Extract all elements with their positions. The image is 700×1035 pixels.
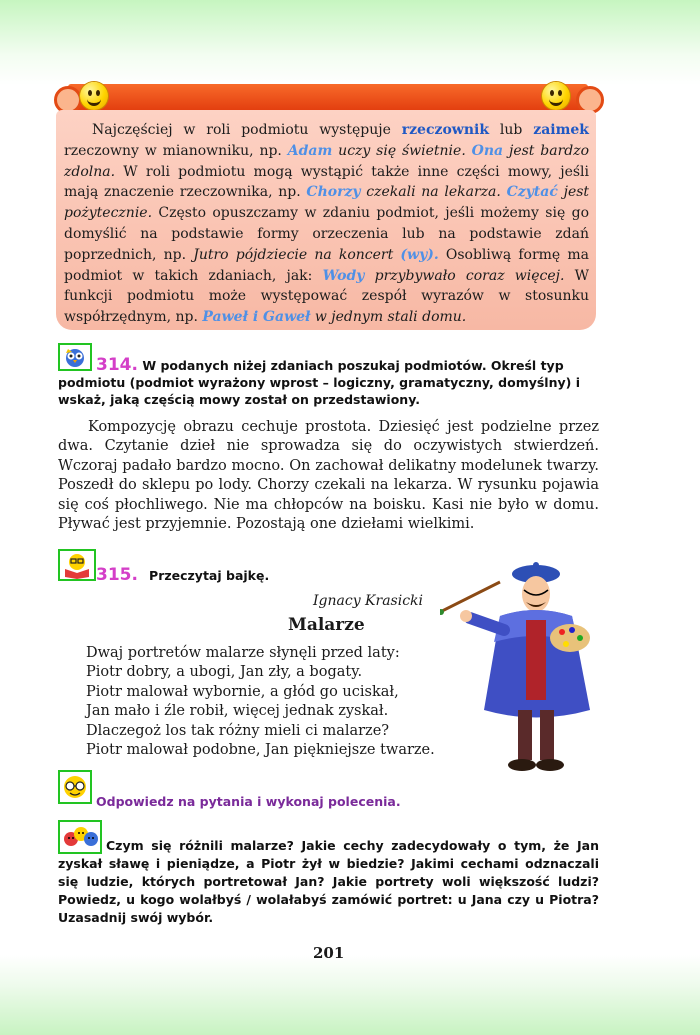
- smiley-icon: [80, 82, 108, 110]
- glasses-icon: [58, 770, 92, 804]
- poem-line: Piotr malował wybornie, a głód go uciskał,: [86, 683, 399, 700]
- questions: Czym się różnili malarze? Jakie cechy zadecydowały o tym, że Jan zyskał sławę i pieniądze, a Piotr żył w biedzie? Jakimi cechami odznaczali się ludzie, których portretował Jan? Jakie portrety woli większość ludzi? Powiedz, u kogo wolałbyś / wolałabyś zamówić portret: u Jana czy u Piotra? Uzasadnij swój wybór.: [58, 838, 599, 925]
- poem-line: Dwaj portretów malarze słynęli przed laty:: [86, 645, 400, 661]
- smiley-icon: [542, 82, 570, 110]
- poem-author: Ignacy Krasicki: [313, 593, 424, 609]
- exercise-314-number: 314.: [96, 355, 138, 375]
- poem-line: Piotr malował podobne, Jan piękniejsze twarze.: [86, 742, 435, 759]
- poem-line: Piotr dobry, a ubogi, Jan zły, a bogaty.: [86, 664, 363, 681]
- exercise-315-task: Przeczytaj bajkę.: [149, 568, 270, 583]
- page-number: 201: [313, 944, 345, 962]
- poem-title: Malarze: [288, 615, 365, 635]
- answer-task: Odpowiedz na pytania i wykonaj polecenia.: [96, 794, 401, 809]
- exercise-315-number: 315.: [96, 565, 138, 585]
- painter-illustration: [440, 560, 600, 775]
- rule-banner: [68, 84, 588, 110]
- exercise-314-text: Kompozycję obrazu cechuje prostota. Dziesięć jest podzielne przez dwa. Czytanie dzieł nie sprowadza się do oczywistych stwierdzeń. Wczoraj padało bardzo mocno. On zachował delikatny modelunek twarzy. Poszedł do sklepu po lody. Chorzy czekali na lekarza. W rysunku pojawia się coś płochliwego. Nie ma chłopców na boisku. Kasi nie było w domu. Pływać jest przyjemnie. Pozostają one dziełami wielkimi.: [58, 419, 599, 533]
- poem: [86, 644, 435, 760]
- reader-icon: [58, 549, 96, 581]
- keyword-noun: rzeczownik: [401, 122, 490, 138]
- rule-text: Najczęściej w roli podmiotu występuje rzeczownik lub zaimek rzeczowny w mianowniku, np. Adam uczy się świetnie. Ona jest bardzo zdolna. W roli podmiotu mogą wystąpić także inne części mowy, jeśli mają znaczenie rzeczownika, np. Chorzy czekali na lekarza. Czytać jest pożytecznie. Często opuszczamy w zdaniu podmiot, jeśli możemy się go domyślić na podstawie formy orzeczenia lub na podstawie zdań poprzednich, np. Jutro pójdziecie na koncert (wy). Osobliwą formę ma podmiot w takich zdaniach, jak: Wody przybywało coraz więcej. W funkcji podmiotu może występować zespół wyrazów w stosunku współrzędnym, np. Paweł i Gaweł w jednym stali domu.: [64, 122, 590, 326]
- keyword-pronoun: zaimek: [533, 122, 590, 138]
- poem-line: Jan mało i źle robił, więcej jednak zyskał.: [86, 703, 389, 720]
- exercise-315-header: [96, 565, 269, 585]
- exercise-314-task: 314. W podanych niżej zdaniach poszukaj podmiotów. Określ typ podmiotu (podmiot wyrażony wprost – logiczny, gramatyczny, domyślny) i wskaż, jaką częścią mowy został on przedstawiony.: [58, 355, 580, 407]
- poem-line: Dlaczegoż los tak różny mieli ci malarze?: [86, 722, 390, 739]
